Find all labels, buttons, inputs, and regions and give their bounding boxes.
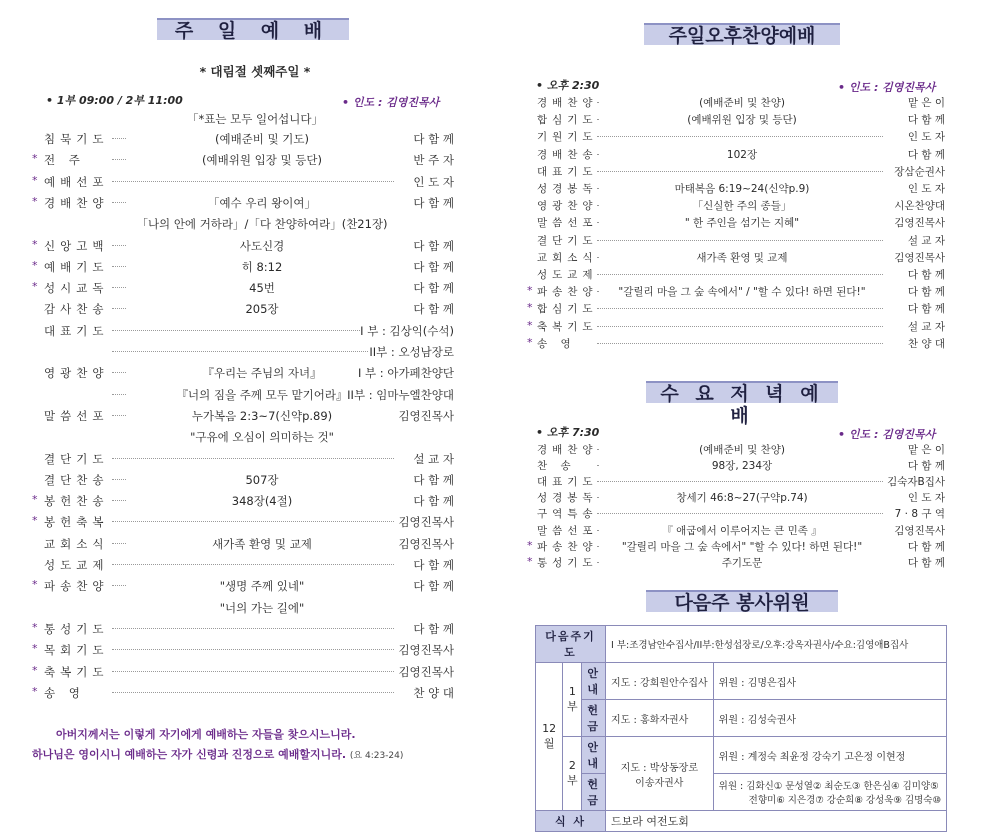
order-item [32,172,454,193]
order-detail: 마태복음 6:19~24(신약p.9) [599,181,885,196]
stand-marker: * [32,194,38,208]
leader-dots [112,458,394,459]
order-person: 김영진목사 [398,643,454,658]
stand-marker: * [32,578,38,592]
order-label: 경배찬송 [537,148,598,161]
advent-subtitle: * 대림절 셋째주일 * [199,64,311,79]
order-detail: (예배준비 및 찬양) [599,442,885,457]
order-label: 통성기도 [44,621,109,636]
order-item [527,488,945,504]
p2-leader-2: 이송자권사 [635,777,684,789]
order-label: 말씀선포 [537,524,598,537]
order-person: 다 함 께 [907,148,945,161]
order-label: 신앙고백 [44,238,109,253]
stand-marker: * [527,284,533,298]
order-detail: (예배위원 입장 및 등단) [599,112,885,127]
p2-offering-line-2: 전향미⑥ 지은경⑦ 강순희⑧ 강성욱⑨ 김명숙⑩ [748,795,941,806]
order-label: 구역특송 [537,508,598,521]
order-detail: 348장(4절) [127,493,397,509]
order-item [32,385,454,406]
order-person: 김영진목사 [398,536,454,551]
order-item [527,299,945,316]
order-person: 반 주 자 [413,153,454,168]
order-person: 다 함 께 [907,286,945,299]
sunday-leader: • 인도 : 김영진목사 [342,96,440,109]
order-detail: 누가복음 2:3~7(신약p.89) [127,408,397,424]
order-item [527,265,945,282]
leader-dots [597,240,883,241]
order-label: 송 영 [537,337,576,350]
order-person: 김숙자B집사 [887,476,945,489]
table-row [536,700,947,737]
order-label: 성도교제 [44,558,109,572]
order-item [32,129,454,150]
order-detail: 507장 [127,472,397,488]
p2-leader-1: 지도 : 박상동장로 [620,762,699,774]
sunday-service-title: 주 일 예 배 [157,18,349,40]
next-week-title: 다음주 봉사위원 [646,590,838,612]
service-committee-table [535,625,947,832]
order-detail: (예배준비 및 찬양) [599,95,885,110]
order-person: 설 교 자 [907,234,945,247]
stand-marker: * [527,554,533,568]
order-item [527,504,945,520]
order-person: 시온찬양대 [894,200,945,213]
stand-marker: * [32,684,38,698]
order-person: 다 함 께 [907,460,945,473]
order-item [527,472,945,488]
order-person: 찬 양 대 [413,685,454,700]
stand-marker: * [32,280,38,294]
order-person: 김영진목사 [398,408,454,423]
order-item [32,406,454,427]
prayer-label: 다음주기도 [536,626,606,663]
order-person: II부 : 오성남장로 [369,345,454,359]
order-item [527,248,945,265]
order-item [527,553,945,569]
order-detail: "구유에 오심이 의미하는 것" [127,429,397,445]
order-detail: 히 8:12 [127,259,397,275]
order-item [527,231,945,248]
order-item [527,440,945,456]
order-person: 인 도 자 [413,174,454,189]
order-detail: " 한 주인을 섬기는 지혜" [599,215,885,230]
order-person: I 부 : 김상익(수석) [360,323,454,338]
standing-note: 「*표는 모두 일어섭니다」 [186,112,324,126]
order-item [32,619,454,640]
order-detail: 「나의 안에 거하라」/「다 찬양하여라」(찬21장) [127,216,397,232]
order-person: 맡 은 이 [907,444,945,456]
order-detail: 102장 [599,147,885,162]
stand-marker: * [32,663,38,677]
order-item [527,282,945,299]
order-label: 대표기도 [44,323,109,338]
order-person: 다 함 께 [413,132,454,146]
p2-offering-line-1: 위원 : 김화신① 문성열② 최순도③ 한은심④ 김미양⑤ [718,781,939,792]
leader-dots [597,513,883,514]
order-label: 감사찬송 [44,302,109,317]
order-label: 경배찬양 [537,444,598,456]
order-label: 축복기도 [537,320,598,333]
leader-dots [112,692,394,693]
order-detail: 주기도문 [599,555,885,570]
part2-guide: 안내 [582,737,606,774]
order-detail: 205장 [127,301,397,317]
order-item [527,145,945,162]
order-item [32,576,454,597]
order-item [32,342,454,363]
order-label: 축복기도 [44,664,109,679]
order-detail: 새가족 환영 및 교제 [127,536,397,552]
order-label: 영광찬양 [44,366,109,381]
order-person: 다 함 께 [413,259,454,274]
order-detail: 「예수 우리 왕이여」 [127,195,397,211]
sunday-time: • 1부 09:00 / 2부 11:00 [46,94,183,107]
p1-guide-member: 위원 : 김명은집사 [713,663,946,700]
order-detail: "갈릴리 마을 그 숲 속에서" / "할 수 있다! 하면 된다!" [599,284,885,299]
leader-dots [597,136,883,137]
stand-marker: * [527,301,533,315]
stand-marker: * [527,318,533,332]
order-person: 김영진목사 [894,524,945,537]
p1-offering-leader: 지도 : 홍화자권사 [606,700,714,737]
part1-cell: 1부 [563,663,582,737]
order-person: 김영진목사 [894,217,945,230]
order-item [527,317,945,334]
order-label: 파송찬양 [44,579,109,594]
order-label: 합심기도 [537,303,598,316]
order-person: 김영진목사 [398,664,454,679]
order-label: 결단기도 [537,234,598,247]
verse-line-2 [32,746,403,762]
order-item [527,537,945,553]
order-detail: "갈릴리 마을 그 숲 속에서" "할 수 있다! 하면 된다!" [599,539,885,554]
order-item [32,321,454,342]
order-label: 침묵기도 [44,132,109,146]
order-detail: (예배위원 입장 및 등단) [127,152,397,168]
order-person: 다 함 께 [413,558,454,572]
order-label: 대표기도 [537,165,598,178]
order-item [32,278,454,299]
leader-dots [112,564,394,565]
order-label: 파송찬양 [537,286,598,299]
order-label: 영광찬양 [537,200,598,213]
order-item [32,534,454,555]
order-person: 7 · 8 구 역 [894,508,945,521]
order-label: 결단찬송 [44,472,109,487]
order-label: 합심기도 [537,114,598,127]
order-label: 성시교독 [44,281,109,296]
order-detail: "너의 가는 길에" [127,600,397,616]
table-row [536,626,947,663]
leader-dots [112,351,394,352]
order-person: I 부 : 아가페찬양단 [358,366,454,381]
leader-dots [597,481,883,482]
order-item [527,93,945,110]
leader-dots [597,308,883,309]
order-item [32,363,454,384]
stand-marker: * [527,335,533,349]
p2-guide-members: 위원 : 계정숙 최윤정 강숙기 고은정 이현정 [713,737,946,774]
order-label: 찬 송 [537,460,576,473]
order-label: 송 영 [44,685,85,700]
part2-cell: 2부 [563,737,582,811]
leader-dots [597,343,883,344]
stand-marker: * [32,620,38,634]
order-person: 인 도 자 [907,131,945,144]
order-item [32,598,454,619]
order-label: 성도교제 [537,269,598,281]
stand-marker: * [32,258,38,272]
order-label: 성경봉독 [537,492,598,505]
table-row [536,774,947,811]
order-label: 예배기도 [44,259,109,274]
order-detail: 45번 [127,280,397,296]
leader-dots [112,628,394,629]
order-item [32,512,454,533]
order-label: 전 주 [44,153,85,168]
order-item [527,456,945,472]
part1-guide: 안내 [582,663,606,700]
order-detail: 사도신경 [127,238,397,254]
order-person: 김영진목사 [398,515,454,530]
order-person: 인 도 자 [907,183,945,195]
order-detail: 98장, 234장 [599,458,885,473]
order-person: 김영진목사 [894,251,945,264]
leader-dots [597,274,883,275]
prayer-value: I 부:조경남안수집사/II부:한성섭장로/오후:강옥자권사/수요:김영애B집사 [606,626,947,663]
verse-text: 하나님은 영이시니 예배하는 자가 신령과 진정으로 예배할지니라. [32,748,347,761]
order-label: 예배선포 [44,174,109,189]
order-item [527,213,945,230]
order-item [32,236,454,257]
leader-dots [597,171,883,172]
order-label: 통성기도 [537,556,598,569]
order-person: 다 함 께 [413,579,454,594]
afternoon-time: • 오후 2:30 [536,79,600,92]
order-person: 다 함 께 [907,556,945,569]
order-person: 다 함 께 [413,472,454,487]
order-label: 목회기도 [44,643,109,658]
order-label: 교회소식 [44,536,109,551]
order-label: 봉헌찬송 [44,494,109,509]
meal-value: 드보라 여전도회 [606,811,947,832]
order-item [32,449,454,470]
table-row [536,737,947,774]
order-item [32,640,454,661]
afternoon-service-title: 주일오후찬양예배 [644,23,840,45]
order-label: 대표기도 [537,476,598,489]
order-person: 다 함 께 [413,621,454,636]
verse-reference: (요 4:23-24) [349,751,404,761]
leader-dots [112,521,394,522]
order-label: 성경봉독 [537,183,598,195]
stand-marker: * [32,642,38,656]
order-detail: 『우리는 주님의 자녀』 [127,365,397,381]
part1-offering: 헌금 [582,700,606,737]
order-item [527,179,945,196]
leader-dots [112,649,394,650]
order-person: 찬 양 대 [907,337,945,350]
order-person: 다 함 께 [413,302,454,317]
order-person: II부 : 임마누엘찬양대 [347,387,454,402]
order-item [32,193,454,214]
order-label: 결단기도 [44,451,109,466]
order-person: 다 함 께 [413,238,454,253]
wednesday-service-title: 수 요 저 녁 예 배 [646,381,838,403]
month-cell: 12월 [536,663,563,811]
order-person: 다 함 께 [907,269,945,281]
p1-guide-leader: 지도 : 강희원안수집사 [606,663,714,700]
order-item [32,662,454,683]
order-item [527,110,945,127]
order-item [32,257,454,278]
order-label: 기원기도 [537,131,598,144]
leader-dots [112,330,394,331]
order-person: 다 함 께 [907,540,945,553]
order-person: 다 함 께 [907,303,945,316]
p2-offering-members [713,774,946,811]
order-item [527,521,945,537]
leader-dots [112,181,394,182]
order-person: 맡 은 이 [907,97,945,109]
order-detail: 새가족 환영 및 교제 [599,250,885,265]
order-item [527,127,945,144]
table-row [536,663,947,700]
order-person: 설 교 자 [907,320,945,333]
order-item [32,470,454,491]
order-detail: 「신실한 주의 종들」 [599,198,885,213]
order-item [32,491,454,512]
verse-line-1: 아버지께서는 이렇게 자기에게 예배하는 자들을 찾으시느니라. [56,728,356,741]
order-person: 설 교 자 [413,451,454,466]
wednesday-time: • 오후 7:30 [536,426,600,439]
part2-offering: 헌금 [582,774,606,811]
order-person: 다 함 께 [907,114,945,127]
meal-label: 식 사 [536,811,606,832]
order-detail: 창세기 46:8~27(구약p.74) [599,490,885,505]
order-item [32,555,454,576]
stand-marker: * [527,538,533,552]
wednesday-leader: • 인도 : 김영진목사 [838,428,936,441]
order-label: 말씀선포 [537,217,598,230]
stand-marker: * [32,493,38,507]
order-person: 인 도 자 [907,492,945,505]
stand-marker: * [32,514,38,528]
order-item [527,334,945,351]
stand-marker: * [32,173,38,187]
order-item [32,299,454,320]
stand-marker: * [32,237,38,251]
order-label: 파송찬양 [537,540,598,553]
order-detail: "생명 주께 있네" [127,578,397,594]
order-item [32,214,454,235]
order-item [32,150,454,171]
order-label: 경배찬양 [44,195,109,210]
stand-marker: * [32,152,38,166]
order-label: 봉헌축복 [44,515,109,530]
order-label: 경배찬양 [537,97,598,109]
order-item [32,683,454,704]
order-person: 다 함 께 [413,195,454,210]
order-label: 말씀선포 [44,408,109,423]
order-detail: (예배준비 및 기도) [127,131,397,147]
order-person: 장삼순권사 [894,165,945,178]
order-item [527,196,945,213]
leader-dots [597,326,883,327]
order-detail: 『너의 짐을 주께 모두 맡기어라』 [127,387,397,403]
table-row [536,811,947,832]
leader-dots [112,671,394,672]
order-detail: 『 애굽에서 이루어지는 큰 민족 』 [599,523,885,538]
order-label: 교회소식 [537,251,598,264]
order-item [527,162,945,179]
p1-offering-member: 위원 : 김성숙권사 [713,700,946,737]
order-person: 다 함 께 [413,494,454,509]
p2-leaders [606,737,714,811]
order-person: 다 함 께 [413,281,454,296]
order-item [32,427,454,448]
afternoon-leader: • 인도 : 김영진목사 [838,81,936,94]
